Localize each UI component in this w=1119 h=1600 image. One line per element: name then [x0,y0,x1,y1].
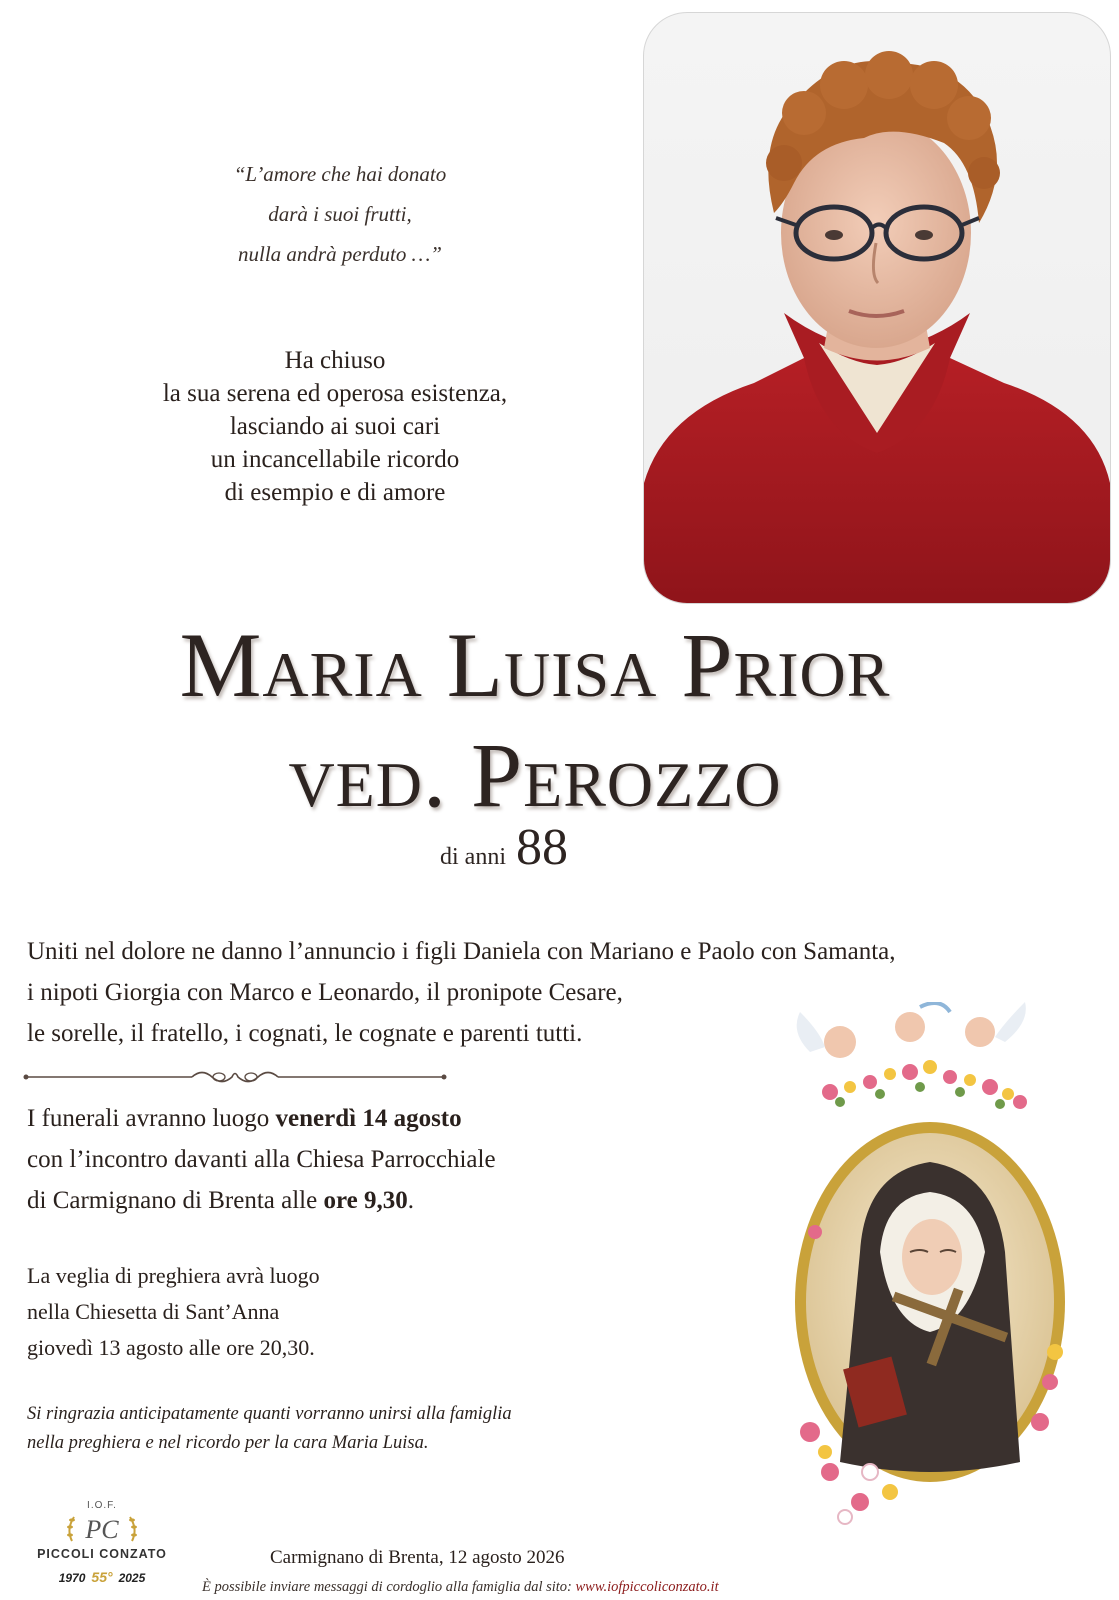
funeral-line-3 [27,1180,727,1221]
condolence-note [202,1579,1002,1596]
funeral-text: . [407,1187,414,1214]
quote-line: “L’amore che hai donato [233,162,447,186]
announcement-line: Uniti nel dolore ne danno l’annuncio i figli Daniela con Mariano e Paolo con Samanta, [27,938,896,965]
place-and-date: Carmignano di Brenta, 12 agosto 2026 [270,1547,565,1568]
vigil-line: nella Chiesetta di Sant’Anna [27,1299,280,1324]
announcement-line: i nipoti Giorgia con Marco e Leonardo, il pronipote Cesare, [27,979,623,1006]
logo-name: PICCOLI CONZATO [37,1547,167,1561]
thanks-note [27,1400,707,1458]
intro-line: la sua serena ed operosa esistenza, [162,380,508,407]
logo-iof: I.O.F. [87,1500,117,1511]
quote-line: nulla andrà perduto …” [238,242,442,266]
logo-monogram: PC [85,1515,119,1544]
vigil-details [27,1258,527,1366]
epigraph-quote [130,154,550,274]
intro-text [90,344,580,509]
age [440,818,568,877]
age-value: 88 [516,819,568,876]
logo-year-end: 2025 [118,1571,146,1585]
quote-line: darà i suoi frutti, [268,202,412,226]
funeral-text: di Carmignano di Brenta alle [27,1187,324,1214]
funeral-home-logo [22,1500,182,1600]
condolence-text: È possibile inviare messaggi di cordoglio alla famiglia dal sito: [202,1579,576,1595]
funeral-time: ore 9,30 [323,1187,408,1214]
ornamental-divider [22,1066,448,1088]
intro-line: Ha chiuso [284,347,386,374]
vigil-line: giovedì 13 agosto alle ore 20,30. [27,1335,315,1360]
funeral-text: I funerali avranno luogo [27,1105,276,1132]
deceased-name: Maria Luisa Prior [179,614,891,716]
intro-line: un incancellabile ricordo [210,446,460,473]
portrait-illustration [644,13,1110,603]
logo-year-start: 1970 [58,1571,86,1585]
website-link[interactable]: www.iofpiccoliconzato.it [575,1579,719,1595]
vigil-line: La veglia di preghiera avrà luogo [27,1263,320,1288]
funeral-details [27,1098,727,1221]
thanks-line: Si ringrazia anticipatamente quanti vorranno unirsi alla famiglia [27,1404,512,1424]
intro-line: lasciando ai suoi cari [229,413,441,440]
laurel-monogram-icon [62,1511,142,1547]
funeral-line-1 [27,1098,727,1139]
logo-anniversary: 55° [91,1569,113,1585]
announcement-line: le sorelle, il fratello, i cognati, le cognate e parenti tutti. [27,1020,583,1047]
portrait-photo [643,12,1111,604]
funeral-date: venerdì 14 agosto [275,1105,462,1132]
funeral-line-2: con l’incontro davanti alla Chiesa Parrocchiale [27,1146,496,1173]
age-label: di anni [440,844,506,870]
intro-line: di esempio e di amore [224,479,446,506]
saint-devotional-image [770,1002,1088,1542]
deceased-married-name: ved. Perozzo [288,724,782,826]
logo-years [22,1569,182,1585]
thanks-line: nella preghiera e nel ricordo per la cara Maria Luisa. [27,1433,429,1453]
